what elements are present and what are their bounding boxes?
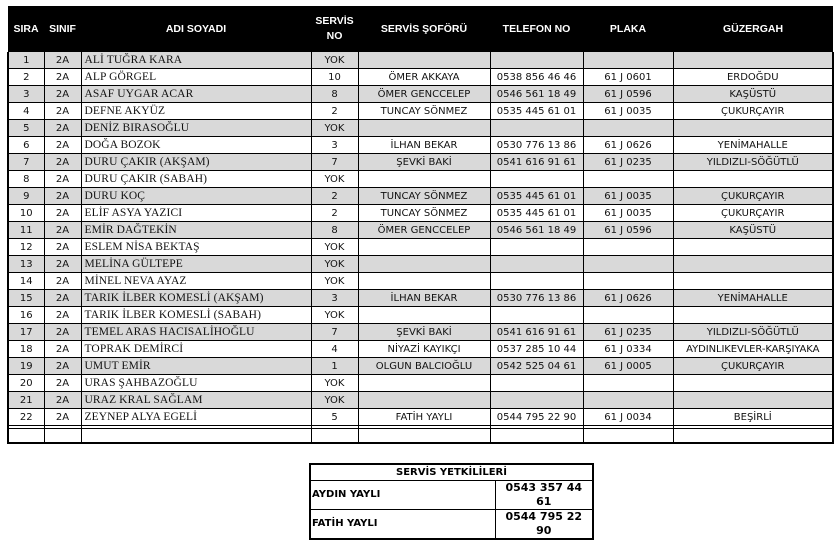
empty-cell [583,429,673,444]
cell-name: EMİR DAĞTEKİN [81,222,311,239]
cell-route [673,375,833,392]
table-row [8,205,833,222]
cell-name: MİNEL NEVA AYAZ [81,273,311,290]
table-row [8,239,833,256]
cell-servis-no: YOK [311,256,358,273]
cell-sira: 10 [8,205,44,222]
table-row [8,188,833,205]
cell-name: ELİF ASYA YAZICI [81,205,311,222]
cell-driver: TUNCAY SÖNMEZ [358,205,490,222]
cell-servis-no: 7 [311,324,358,341]
header-row [8,6,833,52]
cell-sira: 4 [8,103,44,120]
empty-cell [44,429,81,444]
cell-sinif: 2A [44,307,81,324]
cell-route [673,273,833,290]
cell-driver: İLHAN BEKAR [358,137,490,154]
cell-servis-no: YOK [311,239,358,256]
cell-servis-no: 2 [311,188,358,205]
empty-cell [490,429,583,444]
cell-plate: 61 J 0596 [583,222,673,239]
cell-servis-no: YOK [311,273,358,290]
empty-cell [311,429,358,444]
cell-name: TEMEL ARAS HACISALİHOĞLU [81,324,311,341]
cell-servis-no: 5 [311,409,358,426]
service-officials-table [309,463,594,540]
cell-name: ALP GÖRGEL [81,69,311,86]
table-row [8,171,833,188]
cell-driver: ŞEVKİ BAKİ [358,154,490,171]
table-row [8,375,833,392]
cell-name: MELİNA GÜLTEPE [81,256,311,273]
cell-route: ERDOĞDU [673,69,833,86]
header-servis-soforu: SERVİS ŞOFÖRÜ [358,6,490,52]
cell-route [673,52,833,69]
table-row [8,290,833,307]
cell-sinif: 2A [44,358,81,375]
cell-plate [583,307,673,324]
cell-phone: 0537 285 10 44 [490,341,583,358]
cell-driver [358,120,490,137]
header-servis-no [311,6,358,52]
table-row [8,273,833,290]
cell-sira: 5 [8,120,44,137]
table-row [8,69,833,86]
table-row [8,103,833,120]
cell-name: ASAF UYGAR ACAR [81,86,311,103]
cell-plate: 61 J 0035 [583,103,673,120]
cell-servis-no: YOK [311,392,358,409]
header-servis-no-line1: SERVİS [315,15,354,27]
cell-servis-no: 7 [311,154,358,171]
empty-cell [358,429,490,444]
cell-plate: 61 J 0626 [583,137,673,154]
cell-plate [583,52,673,69]
cell-sira: 20 [8,375,44,392]
cell-sinif: 2A [44,86,81,103]
cell-sinif: 2A [44,52,81,69]
cell-phone: 0546 561 18 49 [490,222,583,239]
cell-servis-no: YOK [311,375,358,392]
cell-route: YENİMAHALLE [673,290,833,307]
cell-plate: 61 J 0596 [583,86,673,103]
cell-plate [583,273,673,290]
cell-driver: NİYAZİ KAYIKÇI [358,341,490,358]
cell-sira: 21 [8,392,44,409]
cell-driver [358,171,490,188]
cell-sinif: 2A [44,69,81,86]
cell-servis-no: 2 [311,103,358,120]
cell-servis-no: 8 [311,86,358,103]
table-row [8,392,833,409]
cell-servis-no: 10 [311,69,358,86]
cell-sinif: 2A [44,120,81,137]
cell-name: UMUT EMİR [81,358,311,375]
cell-sinif: 2A [44,290,81,307]
table-row [8,86,833,103]
cell-route: KAŞÜSTÜ [673,222,833,239]
cell-plate: 61 J 0005 [583,358,673,375]
cell-phone: 0530 776 13 86 [490,137,583,154]
cell-sira: 7 [8,154,44,171]
table-row [8,120,833,137]
cell-sinif: 2A [44,154,81,171]
cell-driver [358,375,490,392]
cell-name: ESLEM NİSA BEKTAŞ [81,239,311,256]
table-row [8,256,833,273]
cell-sinif: 2A [44,324,81,341]
cell-phone: 0541 616 91 61 [490,324,583,341]
cell-phone: 0544 795 22 90 [490,409,583,426]
cell-phone [490,239,583,256]
cell-driver [358,307,490,324]
table-row [8,222,833,239]
cell-driver: FATİH YAYLI [358,409,490,426]
cell-sinif: 2A [44,188,81,205]
cell-sinif: 2A [44,409,81,426]
cell-servis-no: YOK [311,171,358,188]
cell-plate [583,392,673,409]
table-body [8,52,833,443]
table-row [8,341,833,358]
cell-phone: 0535 445 61 01 [490,205,583,222]
cell-route: BEŞİRLİ [673,409,833,426]
cell-sinif: 2A [44,171,81,188]
cell-phone [490,273,583,290]
cell-sira: 16 [8,307,44,324]
cell-servis-no: YOK [311,307,358,324]
cell-sira: 13 [8,256,44,273]
cell-route: ÇUKURÇAYIR [673,358,833,375]
cell-route [673,120,833,137]
cell-plate [583,256,673,273]
cell-sinif: 2A [44,375,81,392]
official-row [310,510,593,540]
cell-driver: TUNCAY SÖNMEZ [358,188,490,205]
cell-plate [583,375,673,392]
cell-phone [490,375,583,392]
officials-title-row [310,464,593,481]
cell-sira: 1 [8,52,44,69]
cell-phone: 0538 856 46 46 [490,69,583,86]
cell-route: AYDINLIKEVLER-KARŞIYAKA [673,341,833,358]
student-service-table [7,6,834,444]
cell-phone: 0535 445 61 01 [490,188,583,205]
cell-phone [490,392,583,409]
cell-plate: 61 J 0035 [583,188,673,205]
cell-route: YILDIZLI-SÖĞÜTLÜ [673,154,833,171]
cell-sira: 8 [8,171,44,188]
cell-servis-no: YOK [311,120,358,137]
cell-sira: 19 [8,358,44,375]
table-row [8,137,833,154]
cell-route [673,307,833,324]
table-row [8,409,833,426]
official-row [310,481,593,510]
cell-sira: 18 [8,341,44,358]
cell-phone: 0541 616 91 61 [490,154,583,171]
cell-servis-no: 3 [311,137,358,154]
cell-sinif: 2A [44,341,81,358]
cell-name: URAZ KRAL SAĞLAM [81,392,311,409]
cell-sira: 9 [8,188,44,205]
header-sinif: SINIF [44,6,81,52]
cell-sinif: 2A [44,392,81,409]
cell-sira: 11 [8,222,44,239]
cell-phone [490,52,583,69]
cell-sira: 22 [8,409,44,426]
cell-driver [358,392,490,409]
cell-servis-no: 3 [311,290,358,307]
table-row [8,52,833,69]
cell-route [673,392,833,409]
cell-plate: 61 J 0034 [583,409,673,426]
cell-driver: İLHAN BEKAR [358,290,490,307]
empty-row [8,429,833,444]
cell-name: TARIK İLBER KOMESLİ (SABAH) [81,307,311,324]
cell-plate: 61 J 0334 [583,341,673,358]
cell-name: TOPRAK DEMİRCİ [81,341,311,358]
cell-plate [583,171,673,188]
official-phone: 0544 795 22 90 [495,510,593,540]
cell-phone [490,307,583,324]
empty-cell [8,429,44,444]
cell-name: TARIK İLBER KOMESLİ (AKŞAM) [81,290,311,307]
cell-sinif: 2A [44,103,81,120]
cell-route [673,171,833,188]
cell-phone: 0535 445 61 01 [490,103,583,120]
cell-sira: 14 [8,273,44,290]
cell-phone: 0542 525 04 61 [490,358,583,375]
cell-driver: ŞEVKİ BAKİ [358,324,490,341]
cell-driver: ÖMER GENCCELEP [358,86,490,103]
cell-sinif: 2A [44,205,81,222]
cell-phone [490,120,583,137]
header-plaka: PLAKA [583,6,673,52]
cell-route: ÇUKURÇAYIR [673,205,833,222]
cell-phone: 0530 776 13 86 [490,290,583,307]
cell-phone [490,256,583,273]
cell-sira: 6 [8,137,44,154]
cell-name: ALİ TUĞRA KARA [81,52,311,69]
header-telefon-no: TELEFON NO [490,6,583,52]
cell-sira: 3 [8,86,44,103]
cell-sira: 17 [8,324,44,341]
official-name: AYDIN YAYLI [310,481,495,510]
cell-route [673,256,833,273]
cell-route [673,239,833,256]
cell-plate: 61 J 0601 [583,69,673,86]
cell-driver [358,52,490,69]
cell-driver [358,256,490,273]
table-row [8,358,833,375]
table-row [8,324,833,341]
cell-plate [583,120,673,137]
cell-plate: 61 J 0235 [583,154,673,171]
cell-driver [358,239,490,256]
cell-plate [583,239,673,256]
cell-route: YENİMAHALLE [673,137,833,154]
cell-servis-no: YOK [311,52,358,69]
cell-name: DURU ÇAKIR (SABAH) [81,171,311,188]
cell-sinif: 2A [44,239,81,256]
cell-plate: 61 J 0035 [583,205,673,222]
cell-plate: 61 J 0626 [583,290,673,307]
cell-driver: TUNCAY SÖNMEZ [358,103,490,120]
cell-sira: 15 [8,290,44,307]
cell-phone [490,171,583,188]
empty-cell [81,429,311,444]
cell-name: DURU KOÇ [81,188,311,205]
cell-name: DEFNE AKYÜZ [81,103,311,120]
cell-plate: 61 J 0235 [583,324,673,341]
header-sira: SIRA [8,6,44,52]
cell-sira: 2 [8,69,44,86]
cell-driver: ÖMER GENCCELEP [358,222,490,239]
header-servis-no-line2: NO [326,30,343,42]
cell-route: ÇUKURÇAYIR [673,103,833,120]
cell-phone: 0546 561 18 49 [490,86,583,103]
official-name: FATİH YAYLI [310,510,495,540]
header-guzergah: GÜZERGAH [673,6,833,52]
cell-route: YILDIZLI-SÖĞÜTLÜ [673,324,833,341]
cell-driver: OLGUN BALCIOĞLU [358,358,490,375]
officials-title: SERVİS YETKİLİLERİ [310,464,593,481]
table-row [8,154,833,171]
cell-servis-no: 1 [311,358,358,375]
cell-sira: 12 [8,239,44,256]
cell-name: ZEYNEP ALYA EGELİ [81,409,311,426]
cell-sinif: 2A [44,273,81,290]
cell-servis-no: 8 [311,222,358,239]
cell-driver [358,273,490,290]
cell-route: ÇUKURÇAYIR [673,188,833,205]
header-adi-soyadi: ADI SOYADI [81,6,311,52]
cell-sinif: 2A [44,137,81,154]
cell-driver: ÖMER AKKAYA [358,69,490,86]
cell-sinif: 2A [44,222,81,239]
table-row [8,307,833,324]
empty-cell [673,429,833,444]
cell-servis-no: 4 [311,341,358,358]
cell-name: URAS ŞAHBAZOĞLU [81,375,311,392]
cell-name: DOĞA BOZOK [81,137,311,154]
cell-sinif: 2A [44,256,81,273]
official-phone: 0543 357 44 61 [495,481,593,510]
cell-name: DURU ÇAKIR (AKŞAM) [81,154,311,171]
cell-name: DENİZ BIRASOĞLU [81,120,311,137]
cell-route: KAŞÜSTÜ [673,86,833,103]
cell-servis-no: 2 [311,205,358,222]
